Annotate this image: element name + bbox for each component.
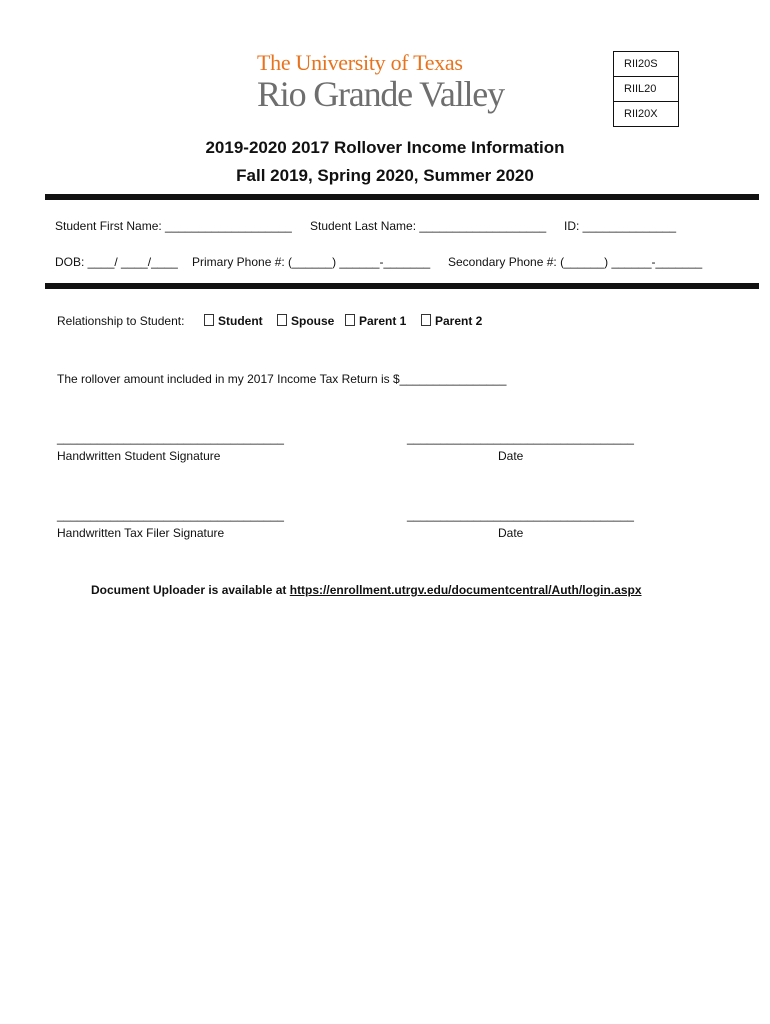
option-label: Parent 1 xyxy=(359,314,407,328)
code-riil20: RIIL20 xyxy=(614,77,678,102)
last-name-field[interactable]: Student Last Name: ___________________ xyxy=(310,219,547,233)
student-signature-line[interactable]: __________________________________ xyxy=(57,431,284,445)
logo-line-2: Rio Grande Valley xyxy=(257,74,504,114)
relationship-parent2-option[interactable] xyxy=(421,314,482,328)
form-title: 2019-2020 2017 Rollover Income Information xyxy=(205,138,565,157)
tax-filer-date-label: Date xyxy=(498,526,524,540)
student-date-line[interactable]: __________________________________ xyxy=(407,431,634,445)
id-field[interactable]: ID: ______________ xyxy=(564,219,677,233)
checkbox-icon[interactable] xyxy=(277,314,287,326)
bottom-divider xyxy=(45,283,759,289)
relationship-label: Relationship to Student: xyxy=(57,314,185,328)
rollover-amount-field[interactable]: The rollover amount included in my 2017 Income Tax Return is $________________ xyxy=(57,372,507,386)
uploader-note xyxy=(91,583,642,597)
option-label: Parent 2 xyxy=(435,314,483,328)
top-divider xyxy=(45,194,759,200)
tax-filer-signature-label: Handwritten Tax Filer Signature xyxy=(57,526,225,540)
relationship-parent1-option[interactable] xyxy=(345,314,406,328)
relationship-spouse-option[interactable] xyxy=(277,314,334,328)
relationship-student-option[interactable] xyxy=(204,314,263,328)
checkbox-icon[interactable] xyxy=(421,314,431,326)
dob-field[interactable]: DOB: ____/ ____/____ xyxy=(55,255,178,269)
checkbox-icon[interactable] xyxy=(204,314,214,326)
primary-phone-field[interactable]: Primary Phone #: (______) ______-_______ xyxy=(192,255,431,269)
checkbox-icon[interactable] xyxy=(345,314,355,326)
document-central-link[interactable]: https://enrollment.utrgv.edu/documentcentral/Auth/login.aspx xyxy=(289,583,642,597)
uploader-note-text: Document Uploader is available at xyxy=(91,583,290,597)
first-name-field[interactable]: Student First Name: ___________________ xyxy=(55,219,292,233)
tax-filer-date-line[interactable]: __________________________________ xyxy=(407,508,634,522)
utrgv-logo xyxy=(257,52,527,112)
option-label: Student xyxy=(218,314,263,328)
code-box xyxy=(613,51,679,127)
student-date-label: Date xyxy=(498,449,524,463)
code-rii20x: RII20X xyxy=(624,108,658,120)
code-rii20s: RII20S xyxy=(614,52,678,77)
secondary-phone-field[interactable]: Secondary Phone #: (______) ______-_______ xyxy=(448,255,703,269)
form-subtitle: Fall 2019, Spring 2020, Summer 2020 xyxy=(236,166,534,185)
student-signature-label: Handwritten Student Signature xyxy=(57,449,221,463)
tax-filer-signature-line[interactable]: __________________________________ xyxy=(57,508,284,522)
logo-line-1: The University of Texas xyxy=(257,50,463,75)
option-label: Spouse xyxy=(291,314,335,328)
